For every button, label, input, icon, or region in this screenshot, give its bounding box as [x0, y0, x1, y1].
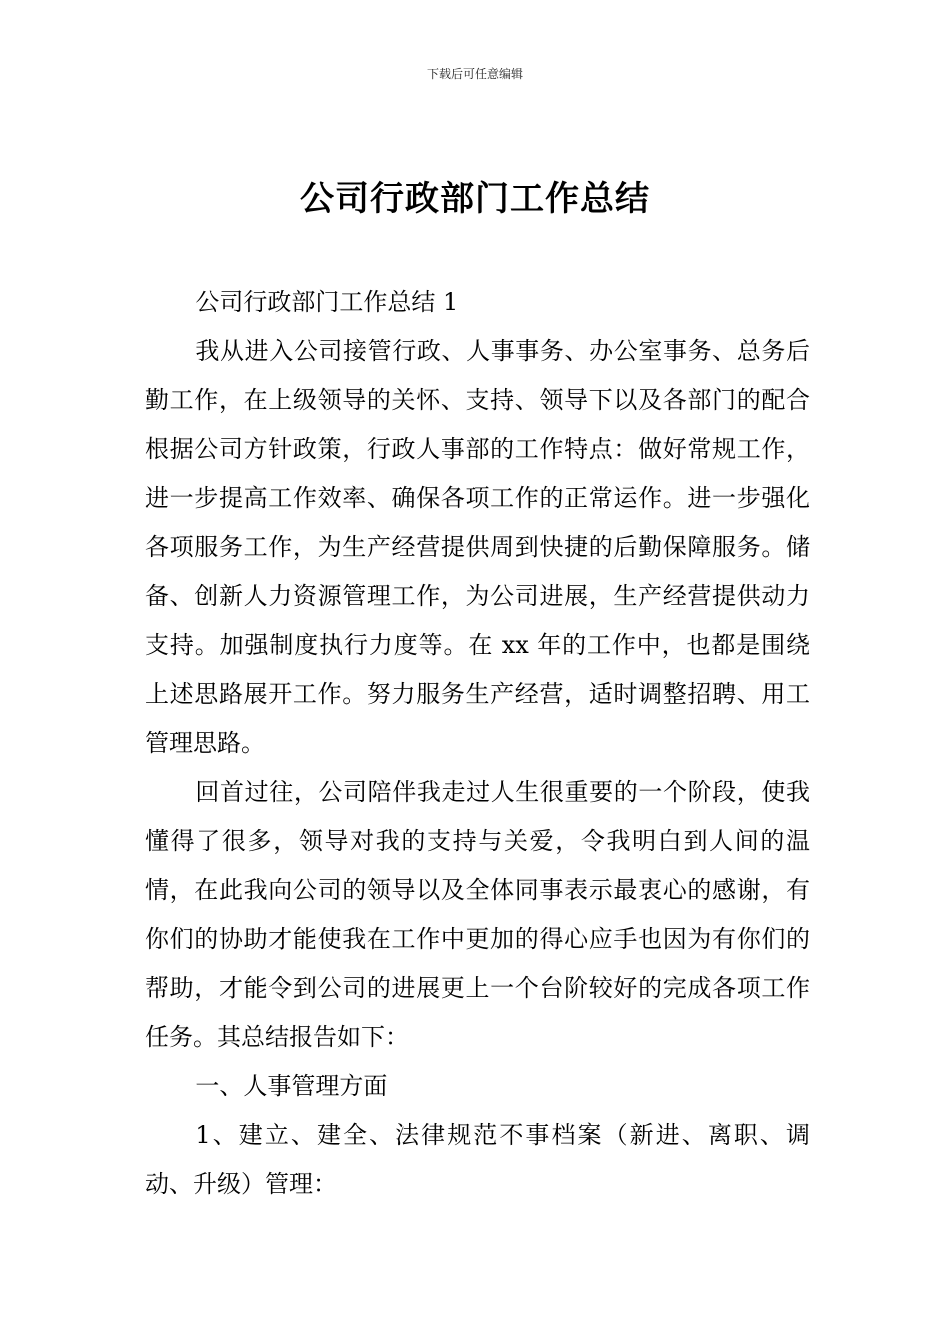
- paragraph-review: 回首过往，公司陪伴我走过人生很重要的一个阶段，使我懂得了很多，领导对我的支持与关爱，令我明白到人间的温情，在此我向公司的领导以及全体同事表示最衷心的感谢，有你们的协助才能使我在工作中更加的得心应手也因为有你们的帮助，才能令到公司的进展更上一个台阶较好的完成各项工作任务。其总结报告如下：: [145, 778, 810, 1051]
- section-heading-hr: 一、人事管理方面: [195, 1072, 388, 1100]
- list-item-1: 1、建立、建全、法律规范不事档案（新进、离职、调动、升级）管理：: [145, 1121, 810, 1198]
- document-body: [145, 278, 810, 1209]
- document-title: 公司行政部门工作总结: [300, 179, 650, 219]
- section-subtitle: 公司行政部门工作总结 1: [195, 288, 459, 316]
- header-note: 下载后可任意编辑: [426, 67, 523, 81]
- paragraph-intro: 我从进入公司接管行政、人事事务、办公室事务、总务后勤工作，在上级领导的关怀、支持、领导下以及各部门的配合根据公司方针政策，行政人事部的工作特点：做好常规工作，进一步提高工作效率、确保各项工作的正常运作。进一步强化各项服务工作，为生产经营提供周到快捷的后勤保障服务。储备、创新人力资源管理工作，为公司进展，生产经营提供动力支持。加强制度执行力度等。在 xx 年的工作中，也都是围绕上述思路展开工作。努力服务生产经营，适时调整招聘、用工管理思路。: [145, 337, 810, 757]
